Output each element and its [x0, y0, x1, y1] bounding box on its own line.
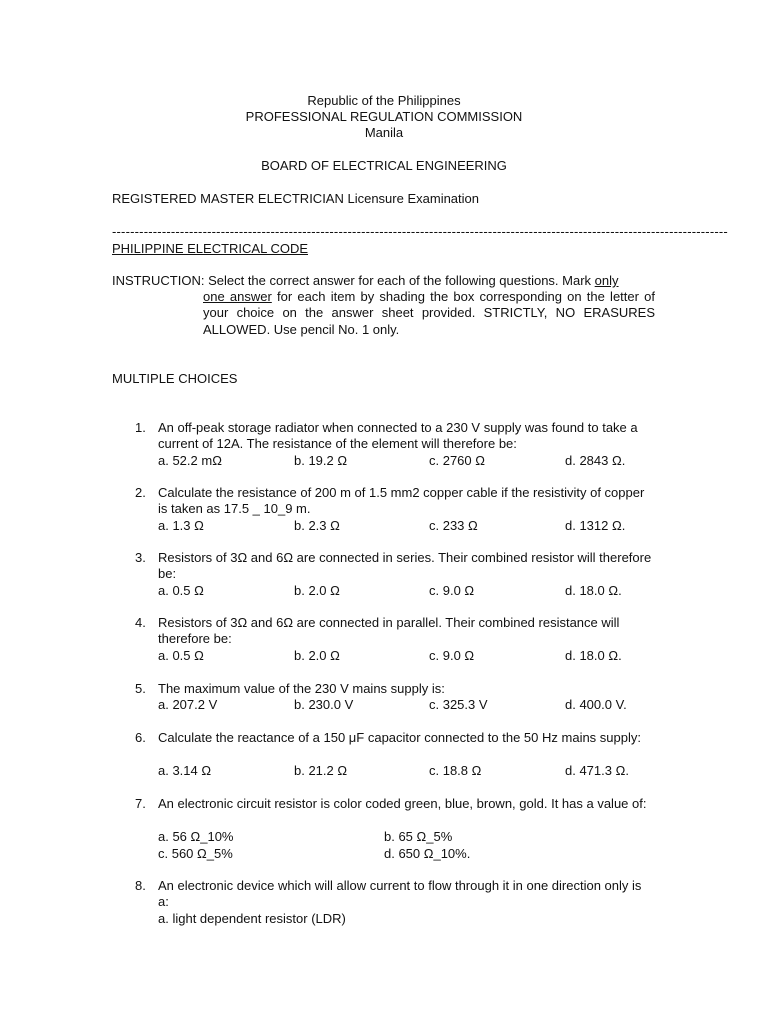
- option-a: a. 207.2 V: [158, 697, 218, 712]
- instruction-rest: for each item by shading the box corresponding on the letter of your choice on the answer sheet provided. STRICTLY, NO ERASURES ALLOWED. Use pencil No. 1 only.: [203, 289, 655, 337]
- option-a: a. 56 Ω_10%: [158, 829, 234, 844]
- question-stem: An electronic device which will allow current to flow through it in one direction only is a:: [158, 878, 642, 910]
- header-board: BOARD OF ELECTRICAL ENGINEERING: [261, 158, 507, 173]
- instruction-text-start: Select the correct answer for each of the following questions. Mark: [208, 273, 595, 288]
- option-a: a. 3.14 Ω: [158, 763, 212, 778]
- option-d: d. 18.0 Ω.: [565, 648, 622, 663]
- option-a: a. 52.2 mΩ: [158, 453, 222, 468]
- question-stem: The maximum value of the 230 V mains supply is:: [158, 681, 445, 696]
- option-a: a. 0.5 Ω: [158, 648, 204, 663]
- option-c: c. 560 Ω_5%: [158, 846, 233, 861]
- instruction-label: INSTRUCTION:: [112, 273, 205, 288]
- option-c: c. 9.0 Ω: [429, 583, 475, 598]
- option-b: b. 2.0 Ω: [294, 583, 340, 598]
- question-number: 4.: [135, 615, 146, 630]
- question-number: 6.: [135, 730, 146, 745]
- question-number: 7.: [135, 796, 146, 811]
- header-commission: PROFESSIONAL REGULATION COMMISSION: [245, 109, 523, 124]
- option-b: b. 2.0 Ω: [294, 648, 340, 663]
- subject-title: PHILIPPINE ELECTRICAL CODE: [112, 241, 309, 256]
- option-d: d. 650 Ω_10%.: [384, 846, 471, 861]
- option-b: b. 2.3 Ω: [294, 518, 340, 533]
- question-stem: Calculate the resistance of 200 m of 1.5 mm2 copper cable if the resistivity of copper is taken as 17.5 _ 10_9 m.: [158, 485, 645, 517]
- option-d: d. 400.0 V.: [565, 697, 627, 712]
- question-stem: Resistors of 3Ω and 6Ω are connected in parallel. Their combined resistance will therefore be:: [158, 615, 620, 647]
- separator-line: ----------------------------------------------------------------------------------------------------------------------------------------: [112, 224, 728, 239]
- option-c: c. 9.0 Ω: [429, 648, 475, 663]
- exam-title: REGISTERED MASTER ELECTRICIAN Licensure Examination: [112, 191, 479, 206]
- option-a: a. 1.3 Ω: [158, 518, 204, 533]
- option-d: d. 471.3 Ω.: [565, 763, 629, 778]
- option-b: b. 19.2 Ω: [294, 453, 348, 468]
- option-c: c. 18.8 Ω: [429, 763, 482, 778]
- option-d: d. 2843 Ω.: [565, 453, 626, 468]
- option-b: b. 230.0 V: [294, 697, 354, 712]
- instruction-first-line: [112, 273, 619, 289]
- question-number: 3.: [135, 550, 146, 565]
- option-c: c. 2760 Ω: [429, 453, 485, 468]
- question-number: 8.: [135, 878, 146, 893]
- instruction-one-answer: one answer: [203, 289, 272, 304]
- option-b: b. 65 Ω_5%: [384, 829, 453, 844]
- question-number: 2.: [135, 485, 146, 500]
- question-number: 1.: [135, 420, 146, 435]
- option-d: d. 1312 Ω.: [565, 518, 626, 533]
- option-c: c. 325.3 V: [429, 697, 488, 712]
- option-d: d. 18.0 Ω.: [565, 583, 622, 598]
- header-city: Manila: [364, 125, 404, 140]
- question-stem: Calculate the reactance of a 150 μF capacitor connected to the 50 Hz mains supply:: [158, 730, 641, 745]
- question-number: 5.: [135, 681, 146, 696]
- instruction-only: only: [594, 273, 619, 288]
- instruction-body: [203, 289, 655, 338]
- question-stem: An off-peak storage radiator when connected to a 230 V supply was found to take a current of 12A. The resistance of the element will therefore be:: [158, 420, 638, 452]
- option-a: a. 0.5 Ω: [158, 583, 204, 598]
- option-c: c. 233 Ω: [429, 518, 478, 533]
- header-republic: Republic of the Philippines: [307, 93, 461, 108]
- section-title: MULTIPLE CHOICES: [112, 371, 238, 386]
- question-stem: An electronic circuit resistor is color coded green, blue, brown, gold. It has a value of:: [158, 796, 647, 811]
- option-a: a. light dependent resistor (LDR): [158, 911, 346, 926]
- question-stem: Resistors of 3Ω and 6Ω are connected in series. Their combined resistor will therefore be:: [158, 550, 652, 582]
- option-b: b. 21.2 Ω: [294, 763, 348, 778]
